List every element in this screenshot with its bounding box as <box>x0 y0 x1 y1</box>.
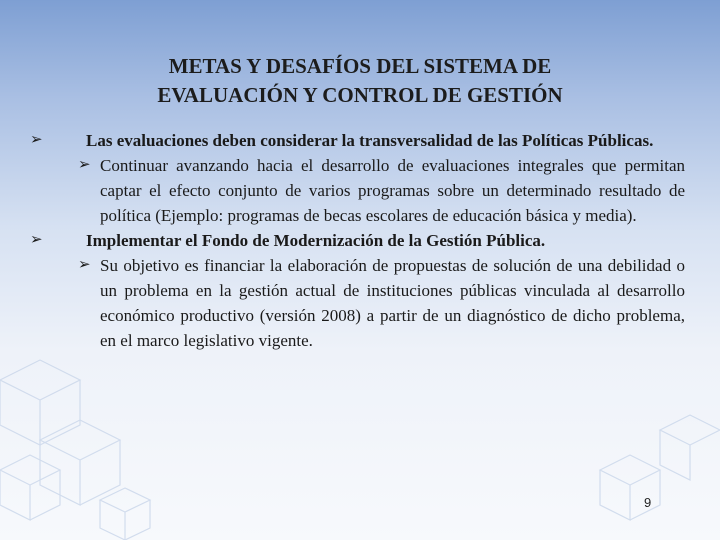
bullet-item <box>30 228 685 253</box>
bullet-item <box>30 128 685 153</box>
arrow-bullet-icon: ➢ <box>78 157 91 173</box>
bullet-text: Las evaluaciones deben considerar la transversalidad de las Políticas Públicas. <box>86 131 654 150</box>
arrow-bullet-icon: ➢ <box>30 132 43 148</box>
bullet-list <box>30 128 685 353</box>
arrow-bullet-icon: ➢ <box>78 257 91 273</box>
sub-bullet-item <box>30 153 685 228</box>
bullet-text: Implementar el Fondo de Modernización de la Gestión Pública. <box>86 231 546 250</box>
arrow-bullet-icon: ➢ <box>30 232 43 248</box>
slide-title <box>60 52 660 110</box>
sub-bullet-text: Su objetivo es financiar la elaboración de propuestas de solución de una debilidad o un problema en la gestión actual de instituciones públicas vinculada al desarrollo económico productivo (versión 2008) a partir de un diagnóstico de dicho problema, en el marco legislativo vigente. <box>100 256 685 350</box>
sub-bullet-item <box>30 253 685 353</box>
title-line-2: EVALUACIÓN Y CONTROL DE GESTIÓN <box>157 83 563 107</box>
title-line-1: METAS Y DESAFÍOS DEL SISTEMA DE <box>168 54 552 78</box>
page-number: 9 <box>644 495 652 510</box>
sub-bullet-text: Continuar avanzando hacia el desarrollo de evaluaciones integrales que permitan captar el efecto conjunto de varios programas sobre un determinado resultado de política (Ejemplo: programas de becas escolares de educación básica y media). <box>100 156 685 225</box>
